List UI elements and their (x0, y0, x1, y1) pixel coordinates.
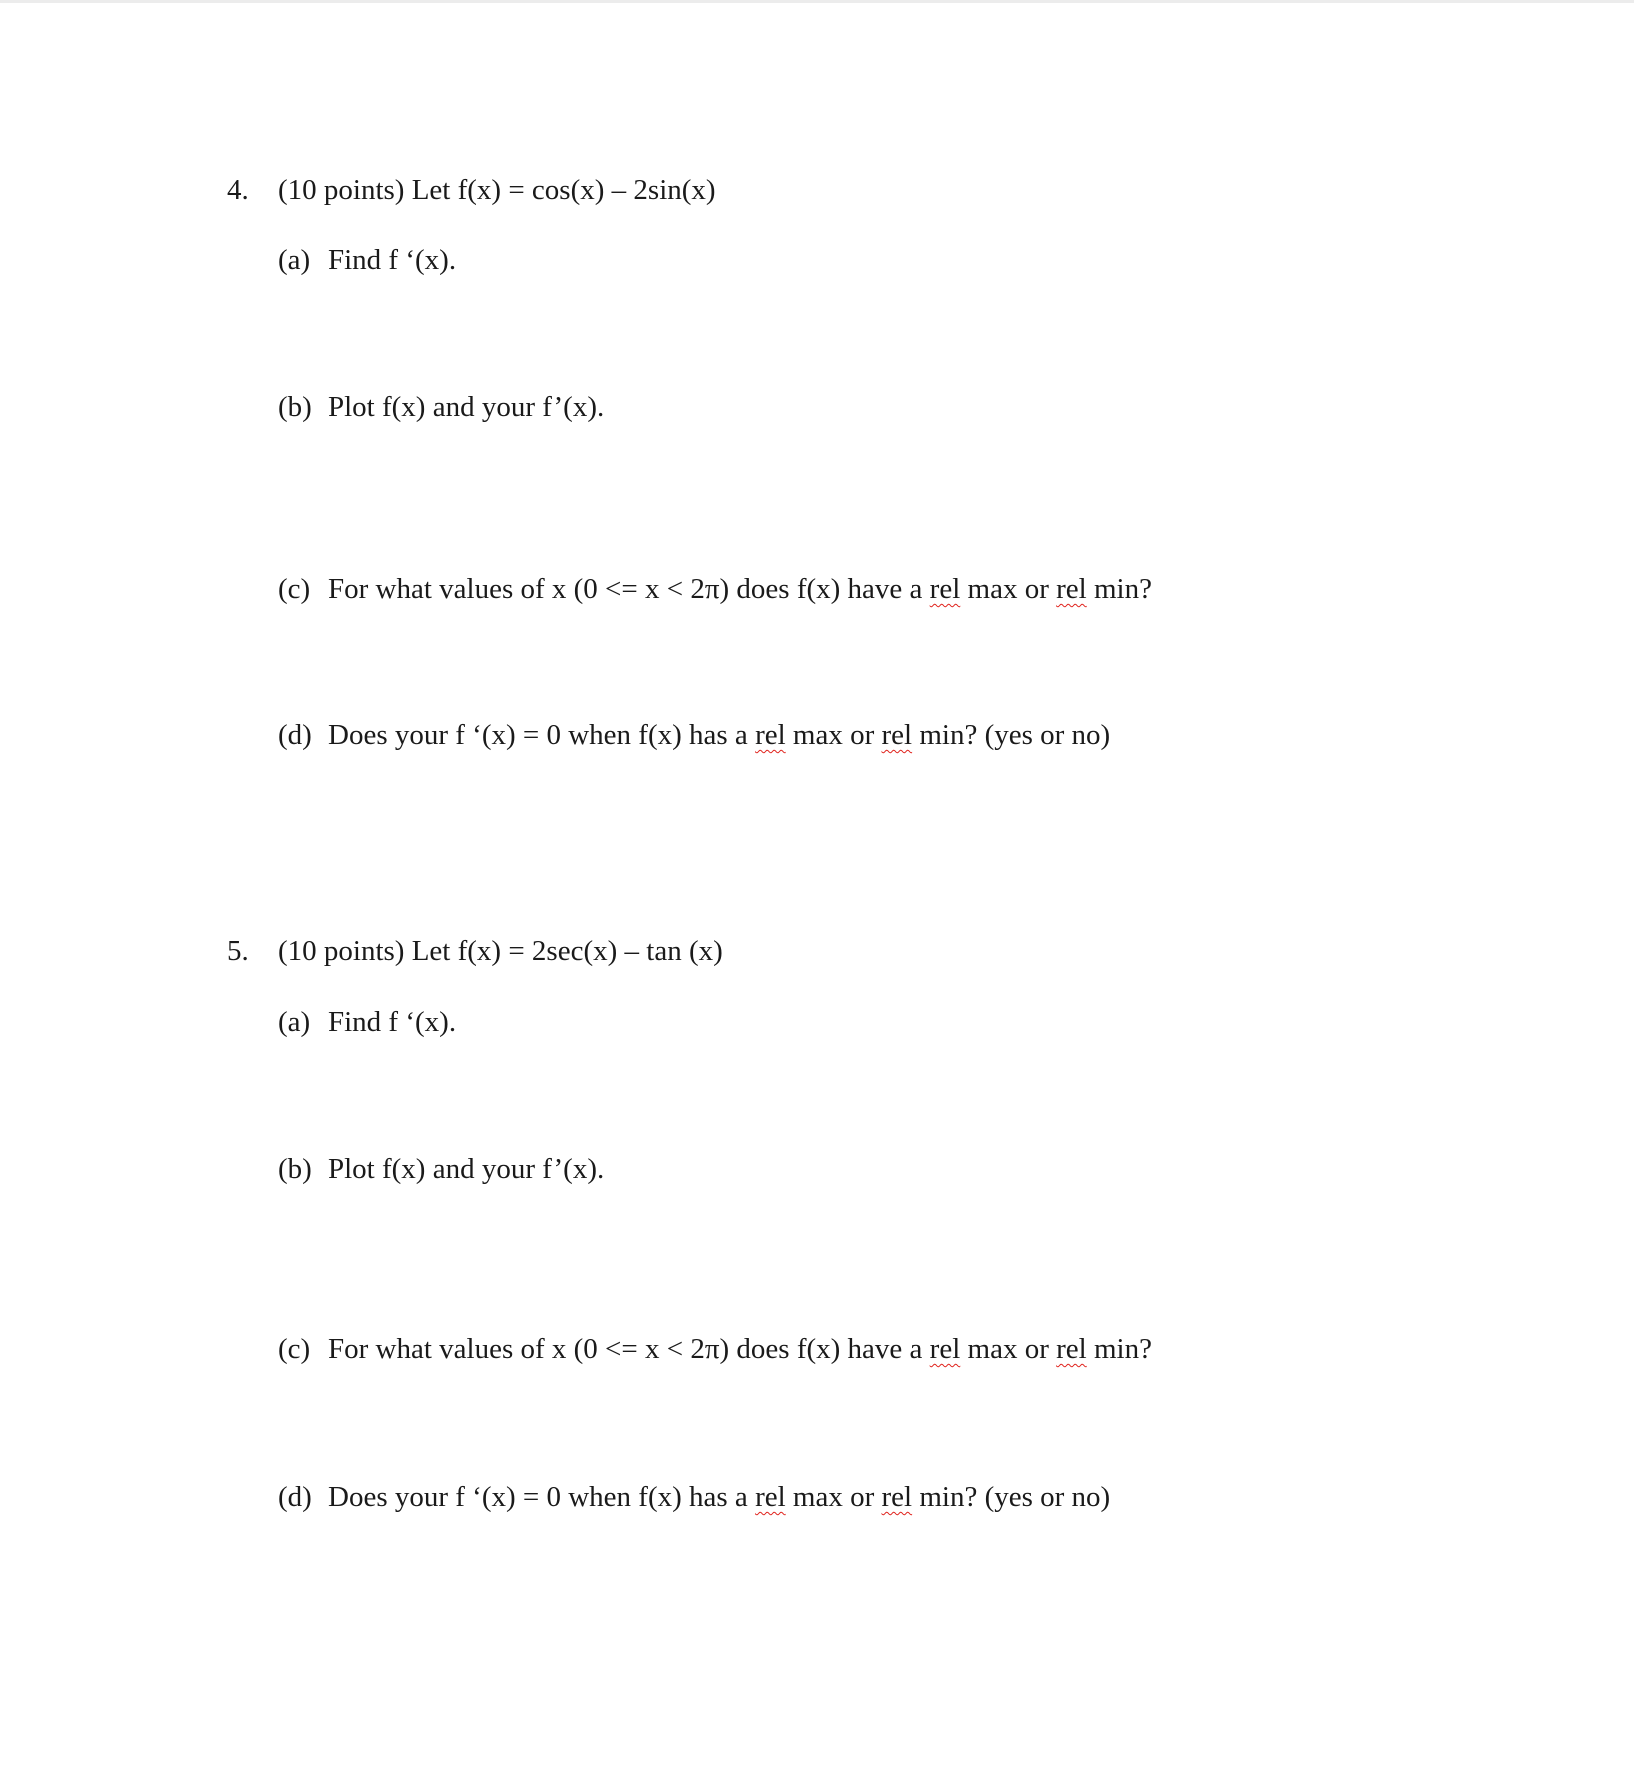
part-label: (d) (278, 719, 312, 751)
text-segment: min? (1086, 573, 1152, 605)
question-number: 4. (227, 174, 249, 206)
text-segment: max or (785, 1481, 882, 1513)
part-text: Find f ‘(x). (328, 244, 457, 276)
question-title: (10 points) Let f(x) = cos(x) – 2sin(x) (278, 174, 716, 206)
text-segment: min? (1086, 1333, 1152, 1365)
text-segment: For what values of x (0 <= x < 2π) does f(x) have a (328, 573, 930, 605)
text-segment: Does your f ‘(x) = 0 when f(x) has a (328, 719, 756, 751)
part-text (328, 1331, 1152, 1367)
part-text: Plot f(x) and your f’(x). (328, 391, 605, 423)
part-label: (a) (278, 1006, 311, 1038)
question-title: (10 points) Let f(x) = 2sec(x) – tan (x) (278, 935, 723, 967)
text-segment: max or (960, 1333, 1057, 1365)
text-segment: max or (960, 573, 1057, 605)
part-label: (d) (278, 1481, 312, 1513)
text-segment: Does your f ‘(x) = 0 when f(x) has a (328, 1481, 756, 1513)
part-label: (b) (278, 391, 312, 423)
part-text (328, 571, 1152, 607)
part-text: Plot f(x) and your f’(x). (328, 1153, 605, 1185)
misspelled-word: rel (1056, 1333, 1087, 1365)
misspelled-word: rel (755, 1481, 786, 1513)
text-segment: For what values of x (0 <= x < 2π) does f(x) have a (328, 1333, 930, 1365)
part-label: (a) (278, 244, 311, 276)
page-top-edge (0, 0, 1634, 3)
part-label: (c) (278, 1333, 311, 1365)
text-segment: max or (785, 719, 882, 751)
text-segment: min? (yes or no) (912, 1481, 1111, 1513)
misspelled-word: rel (755, 719, 786, 751)
misspelled-word: rel (1056, 573, 1087, 605)
misspelled-word: rel (881, 719, 913, 751)
part-text: Find f ‘(x). (328, 1006, 457, 1038)
misspelled-word: rel (929, 573, 961, 605)
misspelled-word: rel (881, 1481, 913, 1513)
misspelled-word: rel (929, 1333, 961, 1365)
text-segment: min? (yes or no) (912, 719, 1111, 751)
part-label: (b) (278, 1153, 312, 1185)
question-number: 5. (227, 935, 249, 967)
part-label: (c) (278, 573, 311, 605)
part-text (328, 717, 1110, 753)
part-text (328, 1479, 1110, 1515)
